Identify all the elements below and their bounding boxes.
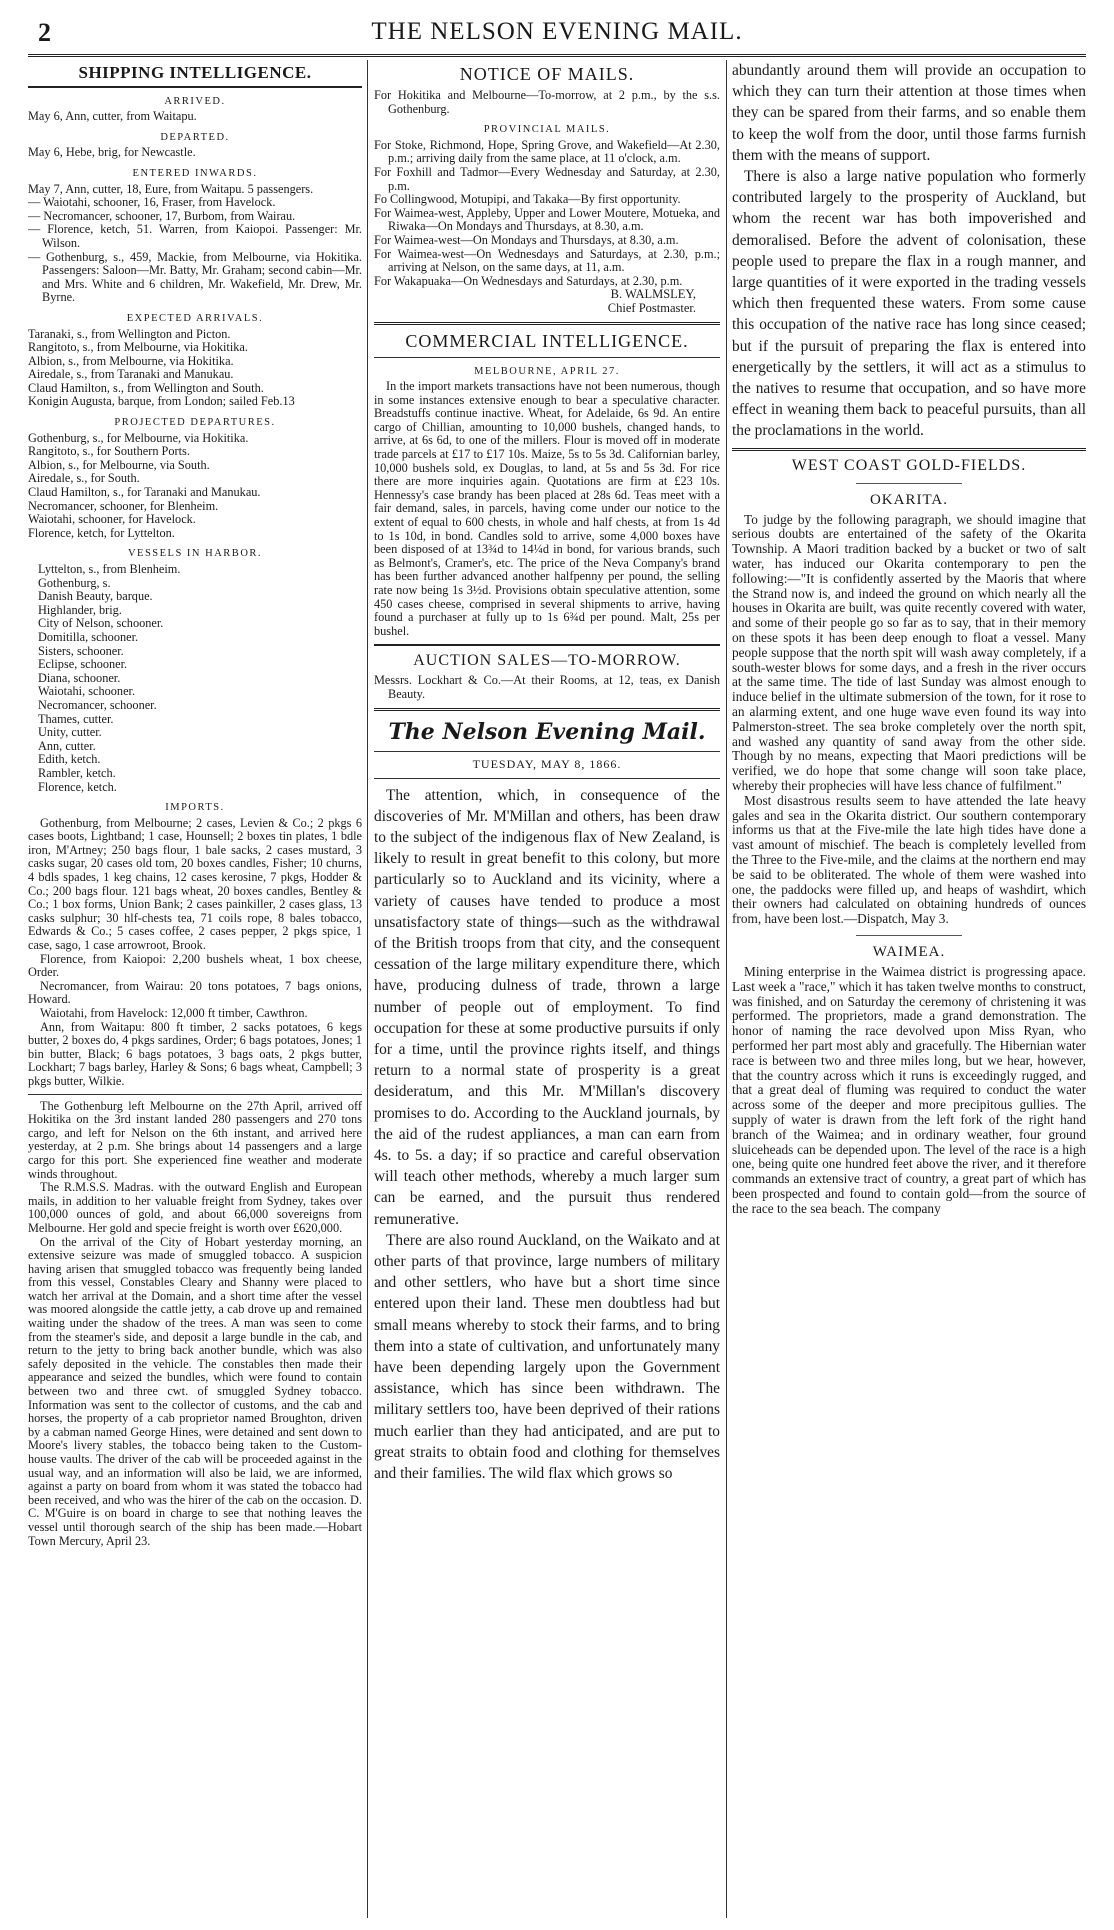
- divider: [374, 357, 720, 358]
- auction-heading: AUCTION SALES—TO-MORROW.: [413, 652, 681, 670]
- projected-heading: PROJECTED DEPARTURES.: [114, 417, 276, 429]
- entered-entry: — Florence, ketch, 51. Warren, from Kaiopoi. Passenger: Mr. Wilson.: [28, 222, 362, 250]
- entered-entry: May 7, Ann, cutter, 18, Eure, from Waitapu. 5 passengers.: [28, 181, 314, 196]
- masthead-rule: [28, 54, 1086, 57]
- projected-entry: Claud Hamilton, s., for Taranaki and Manukau.: [28, 485, 261, 500]
- waimea-paragraph: Mining enterprise in the Waimea district is progressing apace. Last week a "race," which it has taken twelve months to construct, was finished, and on Saturday the ceremony of christening it was performed. The proprietors, made a grand demonstration. The honor of naming the race devolved upon Miss Ryan, who performed her part most ably and gracefully. The Hibernian water race is between two and three miles long, but we hear, however, that the country across which it runs is exceedingly rugged, and that a great deal of fluming was required to conduct the water across some of the deeper and more precipitous gullies. The supply of water is drawn from the left fork of the right hand branch of the Waimea; and in ordinary weather, four ground sluiceheads can be depended upon. The level of the race is a high one, being quite one hundred feet above the river, and it therefore commands an extensive tract of country, a great part of which has been prospected and found to contain gold—from the source of the race to the sea beach. The company: [732, 963, 1086, 1216]
- signature-title: Chief Postmaster.: [607, 300, 696, 315]
- projected-entry: Rangitoto, s., for Southern Ports.: [28, 444, 190, 459]
- mail-entry: For Waimea-west—On Wednesdays and Saturdays, at 2.30, p.m.; arriving at Nelson, on the same days, at 11, a.m.: [374, 246, 720, 275]
- harbor-entry: Sisters, schooner.: [38, 643, 124, 658]
- harbor-heading: VESSELS IN HARBOR.: [127, 548, 263, 560]
- divider: [374, 708, 720, 711]
- harbor-entry: Waiotahi, schooner.: [38, 684, 136, 699]
- departed-entry: May 6, Hebe, brig, for Newcastle.: [28, 145, 196, 160]
- expected-heading: EXPECTED ARRIVALS.: [126, 312, 264, 324]
- goldfields-heading: WEST COAST GOLD-FIELDS.: [791, 456, 1027, 474]
- okarita-paragraph: Most disastrous results seem to have attended the late heavy gales and sea in the Okarita district. Our southern contemporary informs us that at the Five-mile the late high tides have done a vast amount of mischief. The beach is completely levelled from the Three to the Five-mile, and the claims at the northern end may be said to be obliterated. The whole of them were washed into one, the paddocks were filled up, and heaps of washdirt, which their owners had calculated on obtaining hundreds of ounces from, have been lost.—Dispatch, May 3.: [732, 792, 1086, 927]
- divider: [374, 778, 720, 779]
- auction-body: Messrs. Lockhart & Co.—At their Rooms, at 12, teas, ex Danish Beauty.: [374, 673, 720, 701]
- projected-entry: Florence, ketch, for Lyttelton.: [28, 525, 175, 540]
- divider: [28, 86, 362, 88]
- arrived-entry: May 6, Ann, cutter, from Waitapu.: [28, 109, 197, 124]
- mail-entry: For Waimea-west—On Mondays and Thursdays, at 8.30, a.m.: [374, 232, 679, 247]
- harbor-entry: Ann, cutter.: [38, 738, 96, 753]
- harbor-entry: Thames, cutter.: [38, 711, 114, 726]
- import-entry: Ann, from Waitapu: 800 ft timber, 2 sacks potatoes, 6 kegs butter, 2 boxes do, 4 pkgs sardines, Order; 6 bags potatoes, Jones; 1 bin butter, Black; 6 bags potatoes, 3 bags oats, 2 pkgs butter, Lockhart; 7 bags barley, Harley & Sons; 6 bags wheat, Campbell; 3 pkgs butter, Wilkie.: [28, 1019, 362, 1088]
- news-paragraph: The R.M.S.S. Madras. with the outward English and European mails, in addition to her valuable freight from Sydney, takes over 100,000 ounces of gold, and about 66,000 sovereigns from Melbourne. Her gold and specie freight is worth over £620,000.: [28, 1180, 362, 1235]
- projected-entry: Necromancer, schooner, for Blenheim.: [28, 498, 219, 513]
- harbor-entry: Diana, schooner.: [38, 670, 121, 685]
- mail-entry: For Stoke, Richmond, Hope, Spring Grove, and Wakefield—At 2.30, p.m.; arriving daily from the same place, at 11 o'clock, a.m.: [374, 137, 720, 166]
- import-entry: Gothenburg, from Melbourne; 2 cases, Levien & Co.; 2 pkgs 6 cases boots, Lightband; 1 case, Hounsell; 2 boxes tin plates, 1 bdle iron, M'Artney; 250 bags flour, 1 bale sacks, 2 cases mustard, 3 casks sugar, 20 cases old tom, 20 boxes candles, Fisher; 10 churns, 4 bdls spades, 1 keg chains, 12 cases kerosine, 7 pkgs, Hodder & Co.; 200 bags flour. 121 bags wheat, 20 boxes candles, Bentley & Co.; 1 box forms, Union Bank; 2 cases painkiller, 2 cases glass, 13 casks sulphur; 30 hlf-chests tea, 71 coils rope, 8 bales tobacco, Edwards & Co.; 5 cases coffee, 2 cases pepper, 2 pkgs spice, 1 case, sago, 1 case arrowroot, Brook.: [28, 815, 362, 953]
- import-entry: Florence, from Kaiopoi: 2,200 bushels wheat, 1 box cheese, Order.: [28, 951, 362, 980]
- commercial-dateline: MELBOURNE, APRIL 27.: [474, 365, 620, 377]
- expected-entry: Rangitoto, s., from Melbourne, via Hokitika.: [28, 340, 248, 355]
- signature-name: B. WALMSLEY,: [610, 287, 696, 302]
- harbor-entry: Florence, ketch.: [38, 779, 117, 794]
- harbor-entry: Lyttelton, s., from Blenheim.: [38, 562, 181, 576]
- news-paragraph: On the arrival of the City of Hobart yesterday morning, an extensive seizure was made of smuggled tobacco. A suspicion having arisen that smuggled tobacco was frequently being landed from this vessel, Constables Cleary and Shanny were placed to watch her arrival at the Domain, and a short time after the vessel was moored alongside the cattle jetty, a cab drove up and remained waiting under the shadow of the trees. A man was seen to come from the steamer's side, and deposit a large bundle in the cab, and return to the jetty to bring back another bundle, which was also safely deposited in the vehicle. The constables then made their appearance and seized the bundles, which were found to contain between two and three cwt. of smuggled Sydney tobacco. Information was sent to the collector of customs, and the cab and horses, the property of a cab proprietor named Broughton, driven by a cabman named George Hines, were detained and sent down to Moore's livery stables, the tobacco being taken to the Custom-house vaults. The driver of the cab will be proceeded against in the usual way, and an information will also be laid, we are informed, against a party on board from whom it was stated the tobacco had been received, and who was the hirer of the cab on the occasion. D. C. M'Guire is on board in charge to see that nothing leaves the vessel until thorough search of the ship has been made.—Hobart Town Mercury, April 23.: [28, 1234, 362, 1548]
- divider: [856, 935, 962, 936]
- arrived-heading: ARRIVED.: [164, 95, 226, 107]
- harbor-entry: Unity, cutter.: [38, 725, 102, 740]
- editorial-continued: abundantly around them will provide an occupation to which they can turn their attention at those times when they can be spared from their farms, and so enable them to keep the wolf from the door, until those farms furnish them with the means of support.: [732, 62, 1086, 164]
- divider: [374, 751, 720, 752]
- column-goldfields: [732, 60, 1086, 1918]
- projected-entry: Gothenburg, s., for Melbourne, via Hokitika.: [28, 430, 249, 445]
- newspaper-title: THE NELSON EVENING MAIL.: [371, 18, 743, 45]
- mails-intro: For Hokitika and Melbourne—To-morrow, at 2 p.m., by the s.s. Gothenburg.: [374, 88, 720, 116]
- departed-heading: DEPARTED.: [160, 131, 230, 143]
- expected-entry: Albion, s., from Melbourne, via Hokitika.: [28, 353, 234, 368]
- mail-entry: For Foxhill and Tadmor—Every Wednesday and Saturday, at 2.30, p.m.: [374, 164, 720, 193]
- editorial-paragraph: The attention, which, in consequence of the discoveries of Mr. M'Millan and others, has been draw to the subject of the indigenous flax of New Zealand, is likely to result in great benefit to this colony, but more particularly so to Auckland and its vicinity, where a variety of causes have tended to produce a most unsatisfactory state of things—such as the withdrawal of the British troops from that city, and the consequent cessation of the large military expenditure there, which have, producing dulness of trade, thrown a large number of people out of employment. To find occupation for these at some productive pursuits if only for a time, until the province rights itself, and things return to a normal state of prosperity is a great desideratum, and this Mr. M'Millan's discovery promises to do. According to the Auckland journals, by the aid of the rudest appliances, a man can earn from 4s. to 5s. a day; if so practice and careful observation will teach other methods, whereby a much larger sum can be earned, and the pursuit thus rendered remunerative.: [374, 786, 720, 1228]
- editorial-paragraph: There are also round Auckland, on the Waikato and at other parts of that province, large numbers of military and other settlers, who have but a short time since entered upon their land. These men doubtless had but small means whereby to stock their farms, and to bring them into a state of cultivation, and unfortunately many have been depending largely upon the Government assistance, which has since been withdrawn. The military settlers too, have been deprived of their rations much earlier than they had anticipated, and are put to great straits to obtain food and clothing for themselves and their families. The wild flax which grows so: [374, 1231, 720, 1483]
- provincial-heading: PROVINCIAL MAILS.: [483, 124, 611, 136]
- harbor-entry: Necromancer, schooner.: [38, 697, 157, 712]
- mails-heading: NOTICE OF MAILS.: [459, 64, 635, 84]
- editorial-continued: There is also a large native population who formerly contributed largely to the prosperity of Auckland, but whom the recent war has both impoverished and demoralised. Before the advent of colonisation, these people used to prepare the flax in a rough manner, and large quantities of it were exported in the trading vessels which then frequented these waters. From some cause this occupation of the native race has long since ceased; but if the pursuit of preparing the flax is entered into energetically by the settlers, it will act as a stimulus to the natives to resume that occupation, and so have more effect in weaning them back to peaceful pursuits, than all the proclamations in the world.: [732, 168, 1086, 440]
- expected-entry: Airedale, s., from Taranaki and Manukau.: [28, 367, 234, 382]
- masthead: [28, 18, 1086, 52]
- column-divider: [367, 60, 368, 1918]
- expected-entry: Claud Hamilton, s., from Wellington and South.: [28, 380, 264, 395]
- column-shipping: [28, 60, 362, 1918]
- entered-entry: — Gothenburg, s., 459, Mackie, from Melbourne, via Hokitika. Passengers: Saloon—Mr. Batty, Mr. Graham; second cabin—Mr. and Mrs. White and 6 children, Mr. Wakefield, Mr. Drew, Mr. Byrne.: [28, 249, 362, 305]
- entered-heading: ENTERED INWARDS.: [132, 167, 258, 179]
- imports-heading: IMPORTS.: [165, 802, 225, 814]
- paper-nameplate: The Nelson Evening Mail.: [388, 718, 706, 745]
- okarita-heading: OKARITA.: [869, 491, 949, 508]
- divider: [374, 322, 720, 325]
- mail-entry: For Waimea-west, Appleby, Upper and Lower Moutere, Motueka, and Riwaka—On Mondays and Thursdays, at 8.30, a.m.: [374, 205, 720, 234]
- projected-entry: Waiotahi, schooner, for Havelock.: [28, 512, 196, 527]
- harbor-entry: Domitilla, schooner.: [38, 629, 139, 644]
- column-divider: [726, 60, 727, 1918]
- entered-entry: — Waiotahi, schooner, 16, Fraser, from Havelock.: [28, 195, 276, 210]
- mail-entry: For Wakapuaka—On Wednesdays and Saturdays, at 2.30, p.m.: [374, 273, 683, 288]
- import-entry: Waiotahi, from Havelock: 12,000 ft timber, Cawthron.: [40, 1006, 308, 1020]
- harbor-entry: Highlander, brig.: [38, 602, 122, 617]
- news-paragraph: The Gothenburg left Melbourne on the 27th April, arrived off Hokitika on the 3rd instant landed 280 passengers and 270 tons cargo, and left for Nelson on the 6th instant, and arrived here yesterday, at 2 p.m. She brings about 14 passengers and a large cargo for this port. She experienced fine weather and moderate winds throughout.: [28, 1098, 362, 1181]
- expected-entry: Taranaki, s., from Wellington and Picton.: [28, 326, 231, 341]
- issue-dateline: TUESDAY, MAY 8, 1866.: [472, 756, 622, 771]
- expected-entry: Konigin Augusta, barque, from London; sailed Feb.13: [28, 394, 295, 409]
- mail-entry: Fo Collingwood, Motupipi, and Takaka—By first opportunity.: [374, 192, 681, 207]
- commercial-heading: COMMERCIAL INTELLIGENCE.: [405, 330, 689, 351]
- commercial-body: In the import markets transactions have not been numerous, though in some instances extensive enough to bear a speculative character. Breadstuffs continue inactive. Wheat, for Adelaide, 6s 9d. An entire cargo of Chillian, amounting to 10,000 bushels, changed hands, to arrive, at 6s 6d, to one of the millers. Flour is moved off in moderate trade parcels at £17 to £17 10s. Maize, 5s to 5s 3d. Californian barley, 10,000 bushels sold, ex Douglas, to land, at 5s and 5s 3d. For rice there are more inquiries again. Quotations are firm at £23 10s. Hennessy's case brandy has been placed at 28s 6d. Teas meet with a fair demand, sales, in parcels, having come under our notice to the extent of equal to 600 chests, in whole and half chests, at from 1s 4d to 1s 10d, in bond. Candles sold to arrive, some 4,000 boxes have been disposed of at 13¾d to 14¼d in bond, for various brands, such as Belmont's, Cramer's, etc. The price of the Neva Company's brand has been further advanced another halfpenny per pound, the selling rate now being 1s 3½d. Provisions obtain speculative attention, some 450 cases cheese, comprised in several shipments to arrive, having found a purchaser at fully up to 1s 6¾d per pound. Malt, 25s per bushel.: [374, 379, 720, 638]
- harbor-entry: Edith, ketch.: [38, 752, 101, 767]
- entered-entry: — Necromancer, schooner, 17, Burbom, from Wairau.: [28, 208, 296, 223]
- divider: [28, 1094, 362, 1095]
- waimea-heading: WAIMEA.: [872, 943, 946, 960]
- page-number: 2: [38, 18, 51, 47]
- harbor-entry: City of Nelson, schooner.: [38, 616, 164, 631]
- divider: [374, 644, 720, 646]
- divider: [732, 448, 1086, 451]
- projected-entry: Airedale, s., for South.: [28, 471, 140, 486]
- okarita-paragraph: To judge by the following paragraph, we should imagine that serious doubts are entertained of the safety of the Okarita Township. A Maori tradition backed by a bucket or two of salt water, has induced our Okarita contemporary to pen the following:—"It is confidently asserted by the Maoris that where the Strand now is, and indeed the ground on which nearly all the houses in Okarita are built, was quite recently covered with water, and some of their people go so far as to say, that in their memory on these spots it has been deep enough to float a vessel. Many people suppose that the north spit will wash away completely, if a south-wester blows for some days, and a fresh in the river occurs at the same time. The tide of last Sunday was almost enough to induce belief in the ultimate submersion of the town, for it rose to an alarming extent, and one huge wave even found its way into Palmerston-street. The sea broke completely over the north spit, and washed any quantity of sand away from the other side. Though by no means, expecting that Maori predictions will be verified, we do hope that some change will soon take place, whereby their prophecies will have less chance of fulfilment.": [732, 511, 1086, 793]
- column-notices: [374, 60, 720, 1918]
- import-entry: Necromancer, from Wairau: 20 tons potatoes, 7 bags onions, Howard.: [28, 978, 362, 1007]
- shipping-heading: SHIPPING INTELLIGENCE.: [78, 63, 312, 82]
- projected-entry: Albion, s., for Melbourne, via South.: [28, 457, 210, 472]
- harbor-entry: Gothenburg, s.: [38, 575, 111, 590]
- harbor-entry: Danish Beauty, barque.: [38, 589, 153, 604]
- divider: [856, 483, 962, 484]
- harbor-entry: Rambler, ketch.: [38, 765, 116, 780]
- harbor-entry: Eclipse, schooner.: [38, 657, 128, 672]
